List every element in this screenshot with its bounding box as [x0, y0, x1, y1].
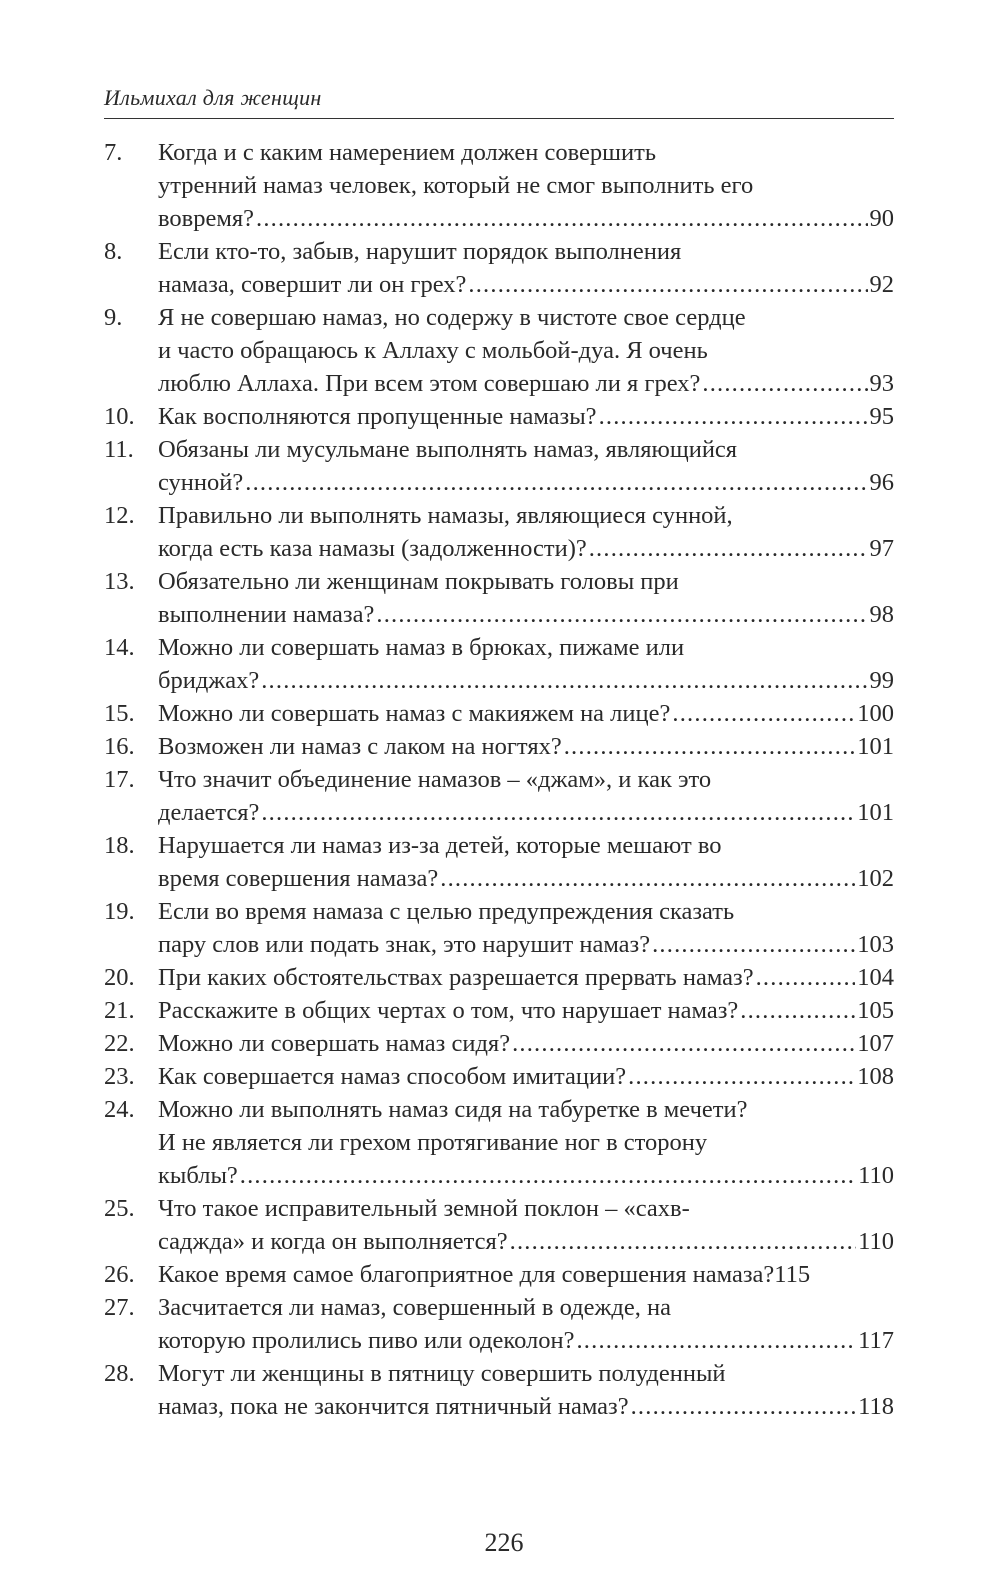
dot-leader: [740, 994, 855, 1027]
table-of-contents: [104, 136, 894, 1423]
dot-leader: [576, 1324, 856, 1357]
entry-number: 28.: [104, 1360, 135, 1387]
toc-entry: [104, 829, 894, 895]
toc-entry: [104, 1093, 894, 1192]
toc-entry: [104, 697, 894, 730]
entry-text-line: вовремя?: [158, 205, 254, 232]
dot-leader: [440, 862, 855, 895]
entry-last-line: [158, 598, 894, 631]
entry-last-line: [158, 1390, 894, 1423]
toc-entry: [104, 235, 894, 301]
entry-text-line: люблю Аллаха. При всем этом совершаю ли я грех?: [158, 370, 701, 397]
entry-number: 27.: [104, 1294, 135, 1321]
entry-text-line: Могут ли женщины в пятницу совершить полуденный: [158, 1360, 726, 1387]
entry-number: 24.: [104, 1096, 135, 1123]
entry-text-line: когда есть каза намазы (задолженности)?: [158, 535, 587, 562]
entry-last-line: [158, 268, 894, 301]
entry-text-line: Как восполняются пропущенные намазы?: [158, 403, 597, 430]
entry-page-ref: 90: [869, 205, 894, 232]
entry-page-ref: 92: [869, 271, 894, 298]
entry-number: 7.: [104, 139, 123, 166]
entry-last-line: [158, 367, 894, 400]
entry-number: 16.: [104, 733, 135, 760]
dot-leader: [631, 1390, 857, 1423]
dot-leader: [468, 268, 867, 301]
entry-last-line: [158, 1159, 894, 1192]
entry-text-line: Возможен ли намаз с лаком на ногтях?: [158, 733, 562, 760]
entry-text-line: утренний намаз человек, который не смог выполнить его: [158, 172, 754, 199]
entry-text-line: Засчитается ли намаз, совершенный в одежде, на: [158, 1294, 671, 1321]
entry-last-line: [158, 202, 894, 235]
entry-page-ref: 108: [857, 1063, 894, 1090]
entry-text-line: Когда и с каким намерением должен совершить: [158, 139, 657, 166]
entry-page-ref: 117: [858, 1327, 894, 1354]
dot-leader: [261, 796, 855, 829]
entry-text-line: Как совершается намаз способом имитации?: [158, 1063, 627, 1090]
entry-last-line: [158, 994, 894, 1027]
running-header-title: Ильмихал для женщин: [104, 85, 322, 110]
entry-text-line: Какое время самое благоприятное для совершения намаза?: [158, 1261, 775, 1288]
toc-entry: [104, 895, 894, 961]
entry-text-line: Что такое исправительный земной поклон – «сахв-: [158, 1195, 690, 1222]
entry-last-line: [158, 730, 894, 763]
entry-number: 23.: [104, 1063, 135, 1090]
toc-entry: [104, 136, 894, 235]
toc-entry: [104, 1291, 894, 1357]
running-header: [104, 84, 894, 119]
entry-last-line: [158, 697, 894, 730]
entry-page-ref: 107: [857, 1030, 894, 1057]
dot-leader: [376, 598, 867, 631]
entry-last-line: [158, 1225, 894, 1258]
entry-number: 20.: [104, 964, 135, 991]
toc-entry: [104, 433, 894, 499]
entry-page-ref: 115: [774, 1261, 811, 1288]
toc-entry: [104, 400, 894, 433]
entry-text-line: Если во время намаза с целью предупреждения сказать: [158, 898, 735, 925]
dot-leader: [672, 697, 855, 730]
entry-page-ref: 110: [858, 1228, 894, 1255]
dot-leader: [510, 1225, 857, 1258]
toc-entry: [104, 994, 894, 1027]
entry-last-line: [158, 928, 894, 961]
entry-page-ref: 99: [869, 667, 894, 694]
entry-last-line: [158, 466, 894, 499]
entry-text-line: делается?: [158, 799, 260, 826]
entry-number: 8.: [104, 238, 123, 265]
toc-entry: [104, 1357, 894, 1423]
entry-page-ref: 110: [858, 1162, 894, 1189]
entry-page-ref: 96: [869, 469, 894, 496]
entry-text-line: Правильно ли выполнять намазы, являющиеся сунной,: [158, 502, 733, 529]
entry-number: 12.: [104, 502, 135, 529]
entry-last-line: [158, 400, 894, 433]
entry-last-line: [158, 961, 894, 994]
entry-last-line: [158, 862, 894, 895]
entry-number: 19.: [104, 898, 135, 925]
entry-text-line: Можно ли совершать намаз сидя?: [158, 1030, 511, 1057]
dot-leader: [599, 400, 868, 433]
entry-text-line: При каких обстоятельствах разрешается прервать намаз?: [158, 964, 754, 991]
entry-text-line: бриджах?: [158, 667, 260, 694]
entry-page-ref: 98: [869, 601, 894, 628]
entry-text-line: сунной?: [158, 469, 244, 496]
entry-text-line: кыблы?: [158, 1162, 238, 1189]
dot-leader: [652, 928, 855, 961]
toc-entry: [104, 730, 894, 763]
toc-entry: [104, 1192, 894, 1258]
entry-text-line: выполнении намаза?: [158, 601, 375, 628]
entry-text-line: Нарушается ли намаз из-за детей, которые мешают во: [158, 832, 722, 859]
entry-number: 17.: [104, 766, 135, 793]
dot-leader: [628, 1060, 855, 1093]
entry-number: 21.: [104, 997, 135, 1024]
entry-page-ref: 102: [857, 865, 894, 892]
entry-text-line: Обязаны ли мусульмане выполнять намаз, являющийся: [158, 436, 738, 463]
dot-leader: [245, 466, 867, 499]
entry-text-line: И не является ли грехом протягивание ног в сторону: [158, 1129, 708, 1156]
toc-entry: [104, 763, 894, 829]
dot-leader: [756, 961, 856, 994]
entry-text-line: Я не совершаю намаз, но содержу в чистоте свое сердце: [158, 304, 746, 331]
entry-number: 18.: [104, 832, 135, 859]
dot-leader: [564, 730, 856, 763]
entry-text-line: намаз, пока не закончится пятничный намаз?: [158, 1393, 629, 1420]
toc-entry: [104, 1258, 894, 1291]
dot-leader: [240, 1159, 856, 1192]
entry-number: 9.: [104, 304, 123, 331]
entry-page-ref: 105: [857, 997, 894, 1024]
entry-text-line: время совершения намаза?: [158, 865, 439, 892]
toc-entry: [104, 631, 894, 697]
entry-page-ref: 101: [857, 799, 894, 826]
entry-page-ref: 104: [857, 964, 894, 991]
entry-last-line: [158, 664, 894, 697]
entry-number: 15.: [104, 700, 135, 727]
toc-entry: [104, 499, 894, 565]
entry-number: 26.: [104, 1261, 135, 1288]
entry-last-line: [158, 796, 894, 829]
entry-last-line: [158, 532, 894, 565]
entry-text-line: Что значит объединение намазов – «джам», и как это: [158, 766, 712, 793]
entry-text-line: Можно ли совершать намаз с макияжем на лице?: [158, 700, 671, 727]
entry-number: 13.: [104, 568, 135, 595]
toc-entry: [104, 1027, 894, 1060]
toc-entry: [104, 1060, 894, 1093]
dot-leader: [256, 202, 868, 235]
dot-leader: [589, 532, 868, 565]
entry-number: 10.: [104, 403, 135, 430]
entry-text-line: Можно ли совершать намаз в брюках, пижаме или: [158, 634, 685, 661]
entry-last-line: [158, 1027, 894, 1060]
entry-page-ref: 95: [869, 403, 894, 430]
toc-entry: [104, 961, 894, 994]
entry-last-line: [158, 1060, 894, 1093]
entry-text-line: и часто обращаюсь к Аллаху с мольбой-дуа. Я очень: [158, 337, 708, 364]
toc-entry: [104, 301, 894, 400]
dot-leader: [702, 367, 867, 400]
entry-text-line: Если кто-то, забыв, нарушит порядок выполнения: [158, 238, 682, 265]
entry-number: 11.: [104, 436, 134, 463]
entry-text-line: саджда» и когда он выполняется?: [158, 1228, 508, 1255]
entry-page-ref: 103: [857, 931, 894, 958]
entry-last-line: [158, 1258, 894, 1291]
entry-page-ref: 100: [857, 700, 894, 727]
entry-page-ref: 101: [857, 733, 894, 760]
entry-text-line: Расскажите в общих чертах о том, что нарушает намаз?: [158, 997, 739, 1024]
entry-text-line: пару слов или подать знак, это нарушит намаз?: [158, 931, 651, 958]
entry-page-ref: 93: [869, 370, 894, 397]
dot-leader: [261, 664, 867, 697]
entry-page-ref: 118: [858, 1393, 894, 1420]
page-number: 226: [484, 1528, 524, 1557]
dot-leader: [512, 1027, 855, 1060]
entry-text-line: которую пролились пиво или одеколон?: [158, 1327, 575, 1354]
entry-last-line: [158, 1324, 894, 1357]
toc-entry: [104, 565, 894, 631]
entry-number: 14.: [104, 634, 135, 661]
entry-number: 22.: [104, 1030, 135, 1057]
entry-text-line: Можно ли выполнять намаз сидя на табуретке в мечети?: [158, 1096, 748, 1123]
entry-page-ref: 97: [869, 535, 894, 562]
entry-text-line: намаза, совершит ли он грех?: [158, 271, 467, 298]
entry-number: 25.: [104, 1195, 135, 1222]
entry-text-line: Обязательно ли женщинам покрывать головы при: [158, 568, 679, 595]
